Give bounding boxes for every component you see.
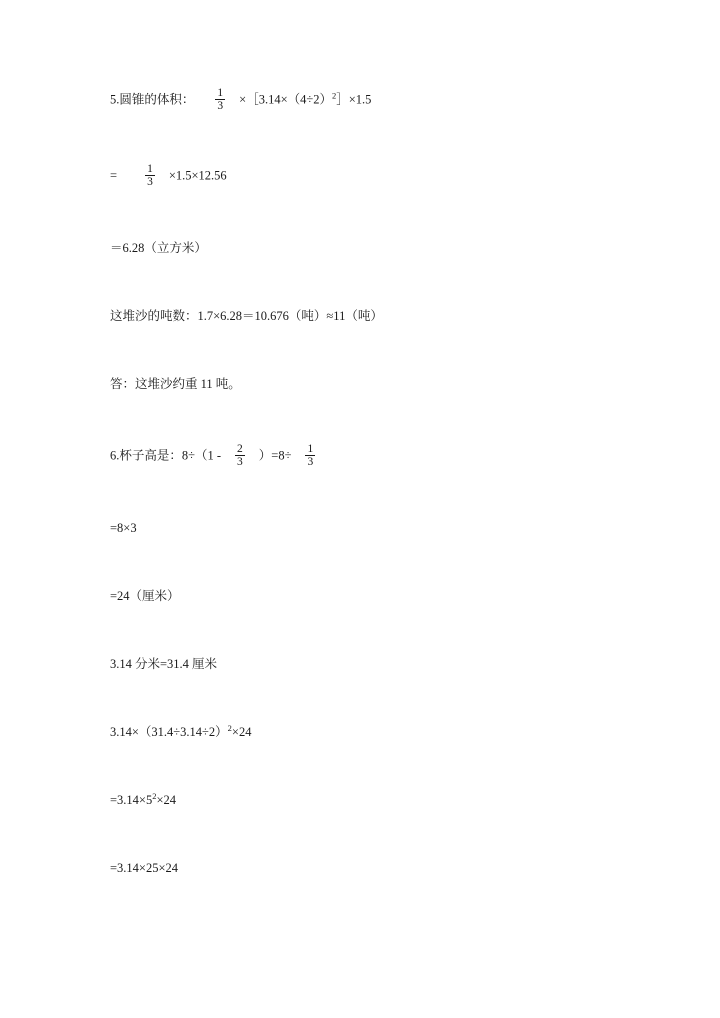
answer-line-equals-step <box>110 164 630 189</box>
equals-sign: = <box>110 168 118 183</box>
fraction-numerator: 1 <box>147 163 153 176</box>
fraction-numerator: 1 <box>307 443 314 456</box>
cylinder-formula-part-a: 3.14×（31.4÷3.14÷2） <box>110 725 228 740</box>
answer-line-conclusion: 答：这堆沙约重 11 吨。 <box>110 377 241 392</box>
answer-line-result-cubic-meter: ＝6.28（立方米） <box>110 241 207 256</box>
line-5-expression-tail: ］×1.5 <box>336 92 372 107</box>
answer-line-8-times-3: =8×3 <box>110 521 137 536</box>
cylinder-step-exponent: 2 <box>152 791 157 802</box>
fraction-one-third-3 <box>305 443 315 468</box>
line-5-expression: ×［3.14×（4÷2） <box>239 92 332 107</box>
cylinder-formula-part-b: ×24 <box>231 725 252 740</box>
line-6-label: 6.杯子高是：8÷（1 - <box>110 448 222 463</box>
fraction-denominator: 3 <box>217 100 224 113</box>
answer-line-6-cup-height <box>110 444 630 469</box>
fraction-one-third-2 <box>145 163 155 188</box>
fraction-one-third <box>215 87 225 112</box>
step-expression: ×1.5×12.56 <box>168 168 227 183</box>
line-6-middle: ）=8÷ <box>258 448 292 463</box>
answer-line-cylinder-step-1 <box>110 792 630 809</box>
answer-line-24-cm: =24（厘米） <box>110 589 180 604</box>
fraction-denominator: 3 <box>147 176 153 189</box>
line-5-exponent: 2 <box>331 90 337 101</box>
fraction-numerator: 1 <box>217 87 224 99</box>
line-5-label: 5.圆锥的体积： <box>110 92 195 107</box>
answer-content <box>110 88 630 877</box>
answer-line-cylinder-step-2: =3.14×25×24 <box>110 861 179 876</box>
fraction-denominator: 3 <box>307 456 314 469</box>
answer-line-5-cone-volume <box>110 88 630 113</box>
answer-line-cylinder-formula <box>110 724 630 741</box>
cylinder-step-part-a: =3.14×5 <box>110 793 153 808</box>
answer-line-unit-conversion: 3.14 分米=31.4 厘米 <box>110 657 218 672</box>
fraction-denominator: 3 <box>237 456 243 469</box>
cylinder-formula-exponent: 2 <box>227 723 232 734</box>
fraction-two-thirds <box>235 443 245 468</box>
answer-line-sand-tonnage: 这堆沙的吨数：1.7×6.28＝10.676（吨）≈11（吨） <box>110 309 383 324</box>
fraction-numerator: 2 <box>237 443 243 456</box>
cylinder-step-part-b: ×24 <box>156 793 177 808</box>
